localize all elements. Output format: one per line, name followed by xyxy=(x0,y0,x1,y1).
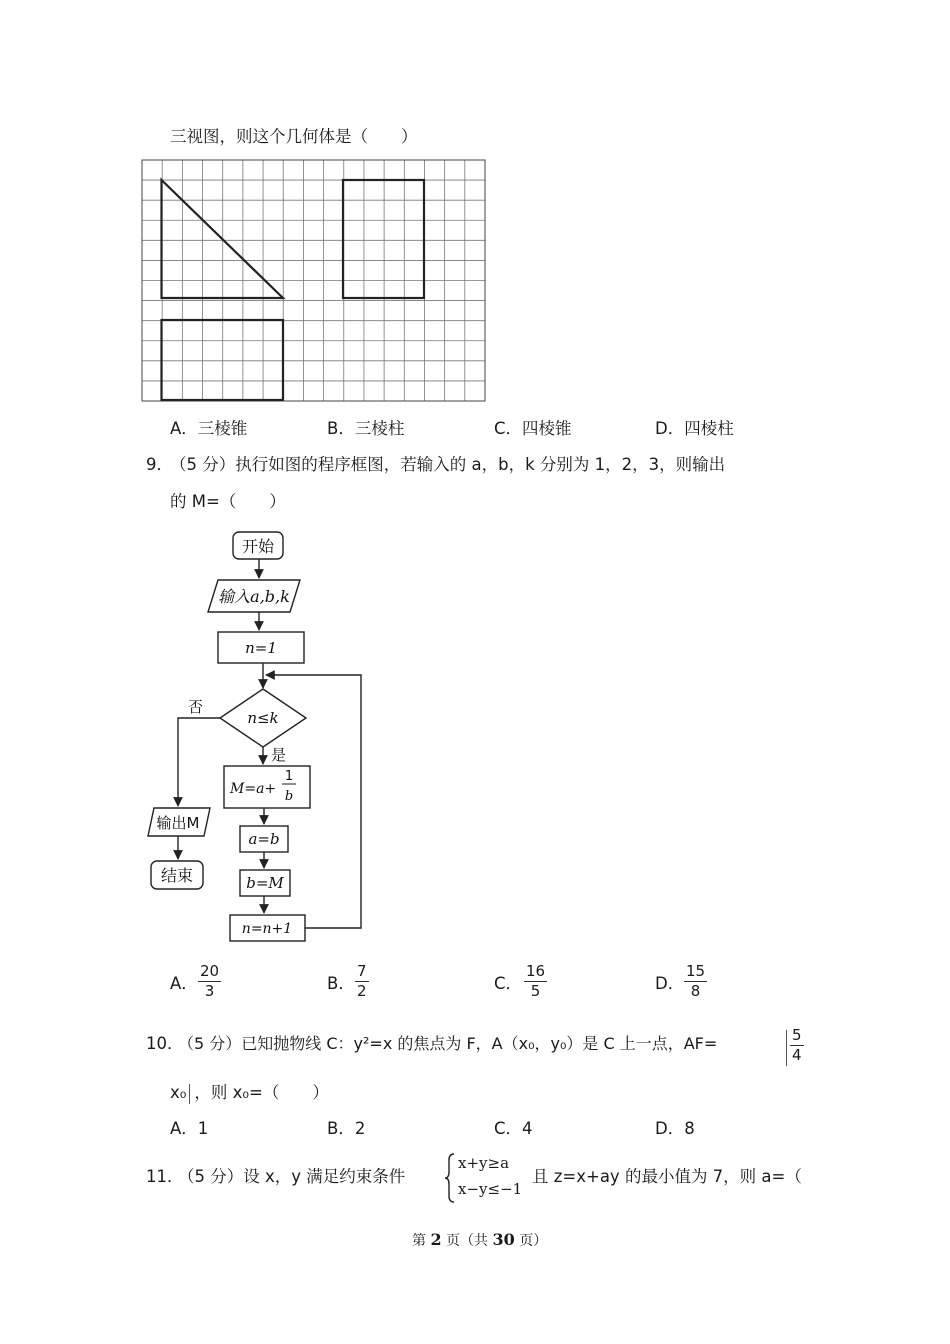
flow-no-label: 否 xyxy=(188,698,204,716)
flow-yes-label: 是 xyxy=(271,746,287,764)
q10-option-d: D．8 xyxy=(655,1119,695,1138)
flow-assign-m-den: b xyxy=(284,789,294,804)
q9-option-b-label: B． xyxy=(327,974,355,993)
q8-option-b: B．三棱柱 xyxy=(327,419,405,438)
q11-constraint-system xyxy=(444,1152,534,1204)
q8-option-a: A．三棱锥 xyxy=(170,419,248,438)
q10-fraction: $\frac{5}{4}$ xyxy=(792,1026,802,1064)
q10-option-c: C．4 xyxy=(494,1119,533,1138)
q11-constraint-1: x+y≥a xyxy=(458,1154,510,1172)
left-brace-icon xyxy=(444,1152,456,1204)
q10-option-b: B．2 xyxy=(327,1119,366,1138)
flow-assign-m-prefix: M=a+ xyxy=(230,781,277,797)
q9-line2: 的 M=（ ） xyxy=(170,492,286,511)
flowchart xyxy=(140,528,380,948)
q10-line2: x₀ ，则 x₀=（ ） xyxy=(170,1083,329,1102)
q10-line1: （5 分）已知抛物线 C：y²=x 的焦点为 F，A（x₀，y₀）是 C 上一点，AF= xyxy=(178,1034,718,1053)
q9-option-d-fraction: $\frac{15}{8}$ xyxy=(686,962,706,1000)
flow-start-label: 开始 xyxy=(241,537,275,556)
q9-number: 9． xyxy=(146,455,173,474)
q9-option-c-label: C． xyxy=(494,974,523,993)
flow-input-label: 输入a,b,k xyxy=(218,587,290,606)
q10-abs-left-bar xyxy=(786,1030,787,1066)
page-footer: 第 2 页（共 30 页） xyxy=(412,1230,548,1249)
q11-stem-b: 且 z=x+ay 的最小值为 7，则 a=（ xyxy=(532,1167,802,1186)
q8-stem: 三视图，则这个几何体是（ ） xyxy=(170,127,418,146)
top-view-rectangle xyxy=(162,320,284,400)
q11-constraint-2: x−y≤−1 xyxy=(458,1180,523,1198)
q8-option-c: C．四棱锥 xyxy=(494,419,572,438)
q9-option-c-fraction: $\frac{16}{5}$ xyxy=(526,962,546,1000)
flow-no-arrow xyxy=(178,718,220,806)
q9-option-a-label: A． xyxy=(170,974,198,993)
flow-assign-b-label: b=M xyxy=(246,874,284,892)
q10-abs-right-bar xyxy=(189,1084,190,1104)
q11-stem-a: （5 分）设 x，y 满足约束条件 xyxy=(178,1167,406,1186)
q8-option-d: D．四棱柱 xyxy=(655,419,734,438)
q9-option-a-fraction: $\frac{20}{3}$ xyxy=(200,962,220,1000)
flow-assign-a-label: a=b xyxy=(248,830,280,848)
flow-assign-m-num: 1 xyxy=(284,769,294,784)
q10-number: 10． xyxy=(146,1034,184,1053)
q11-number: 11． xyxy=(146,1167,184,1186)
q10-option-a: A．1 xyxy=(170,1119,209,1138)
flow-output-label: 输出M xyxy=(156,814,200,832)
q9-line1: （5 分）执行如图的程序框图，若输入的 a，b，k 分别为 1，2，3，则输出 xyxy=(170,455,726,474)
flow-init-label: n=1 xyxy=(245,639,277,657)
three-view-figure xyxy=(140,158,488,404)
flow-cond-label: n≤k xyxy=(247,709,279,727)
grid-lines xyxy=(142,160,485,401)
q9-option-d-label: D． xyxy=(655,974,685,993)
flow-increment-label: n=n+1 xyxy=(241,921,293,937)
flow-end-label: 结束 xyxy=(160,866,194,885)
q9-option-b-fraction: $\frac{7}{2}$ xyxy=(357,962,367,1000)
